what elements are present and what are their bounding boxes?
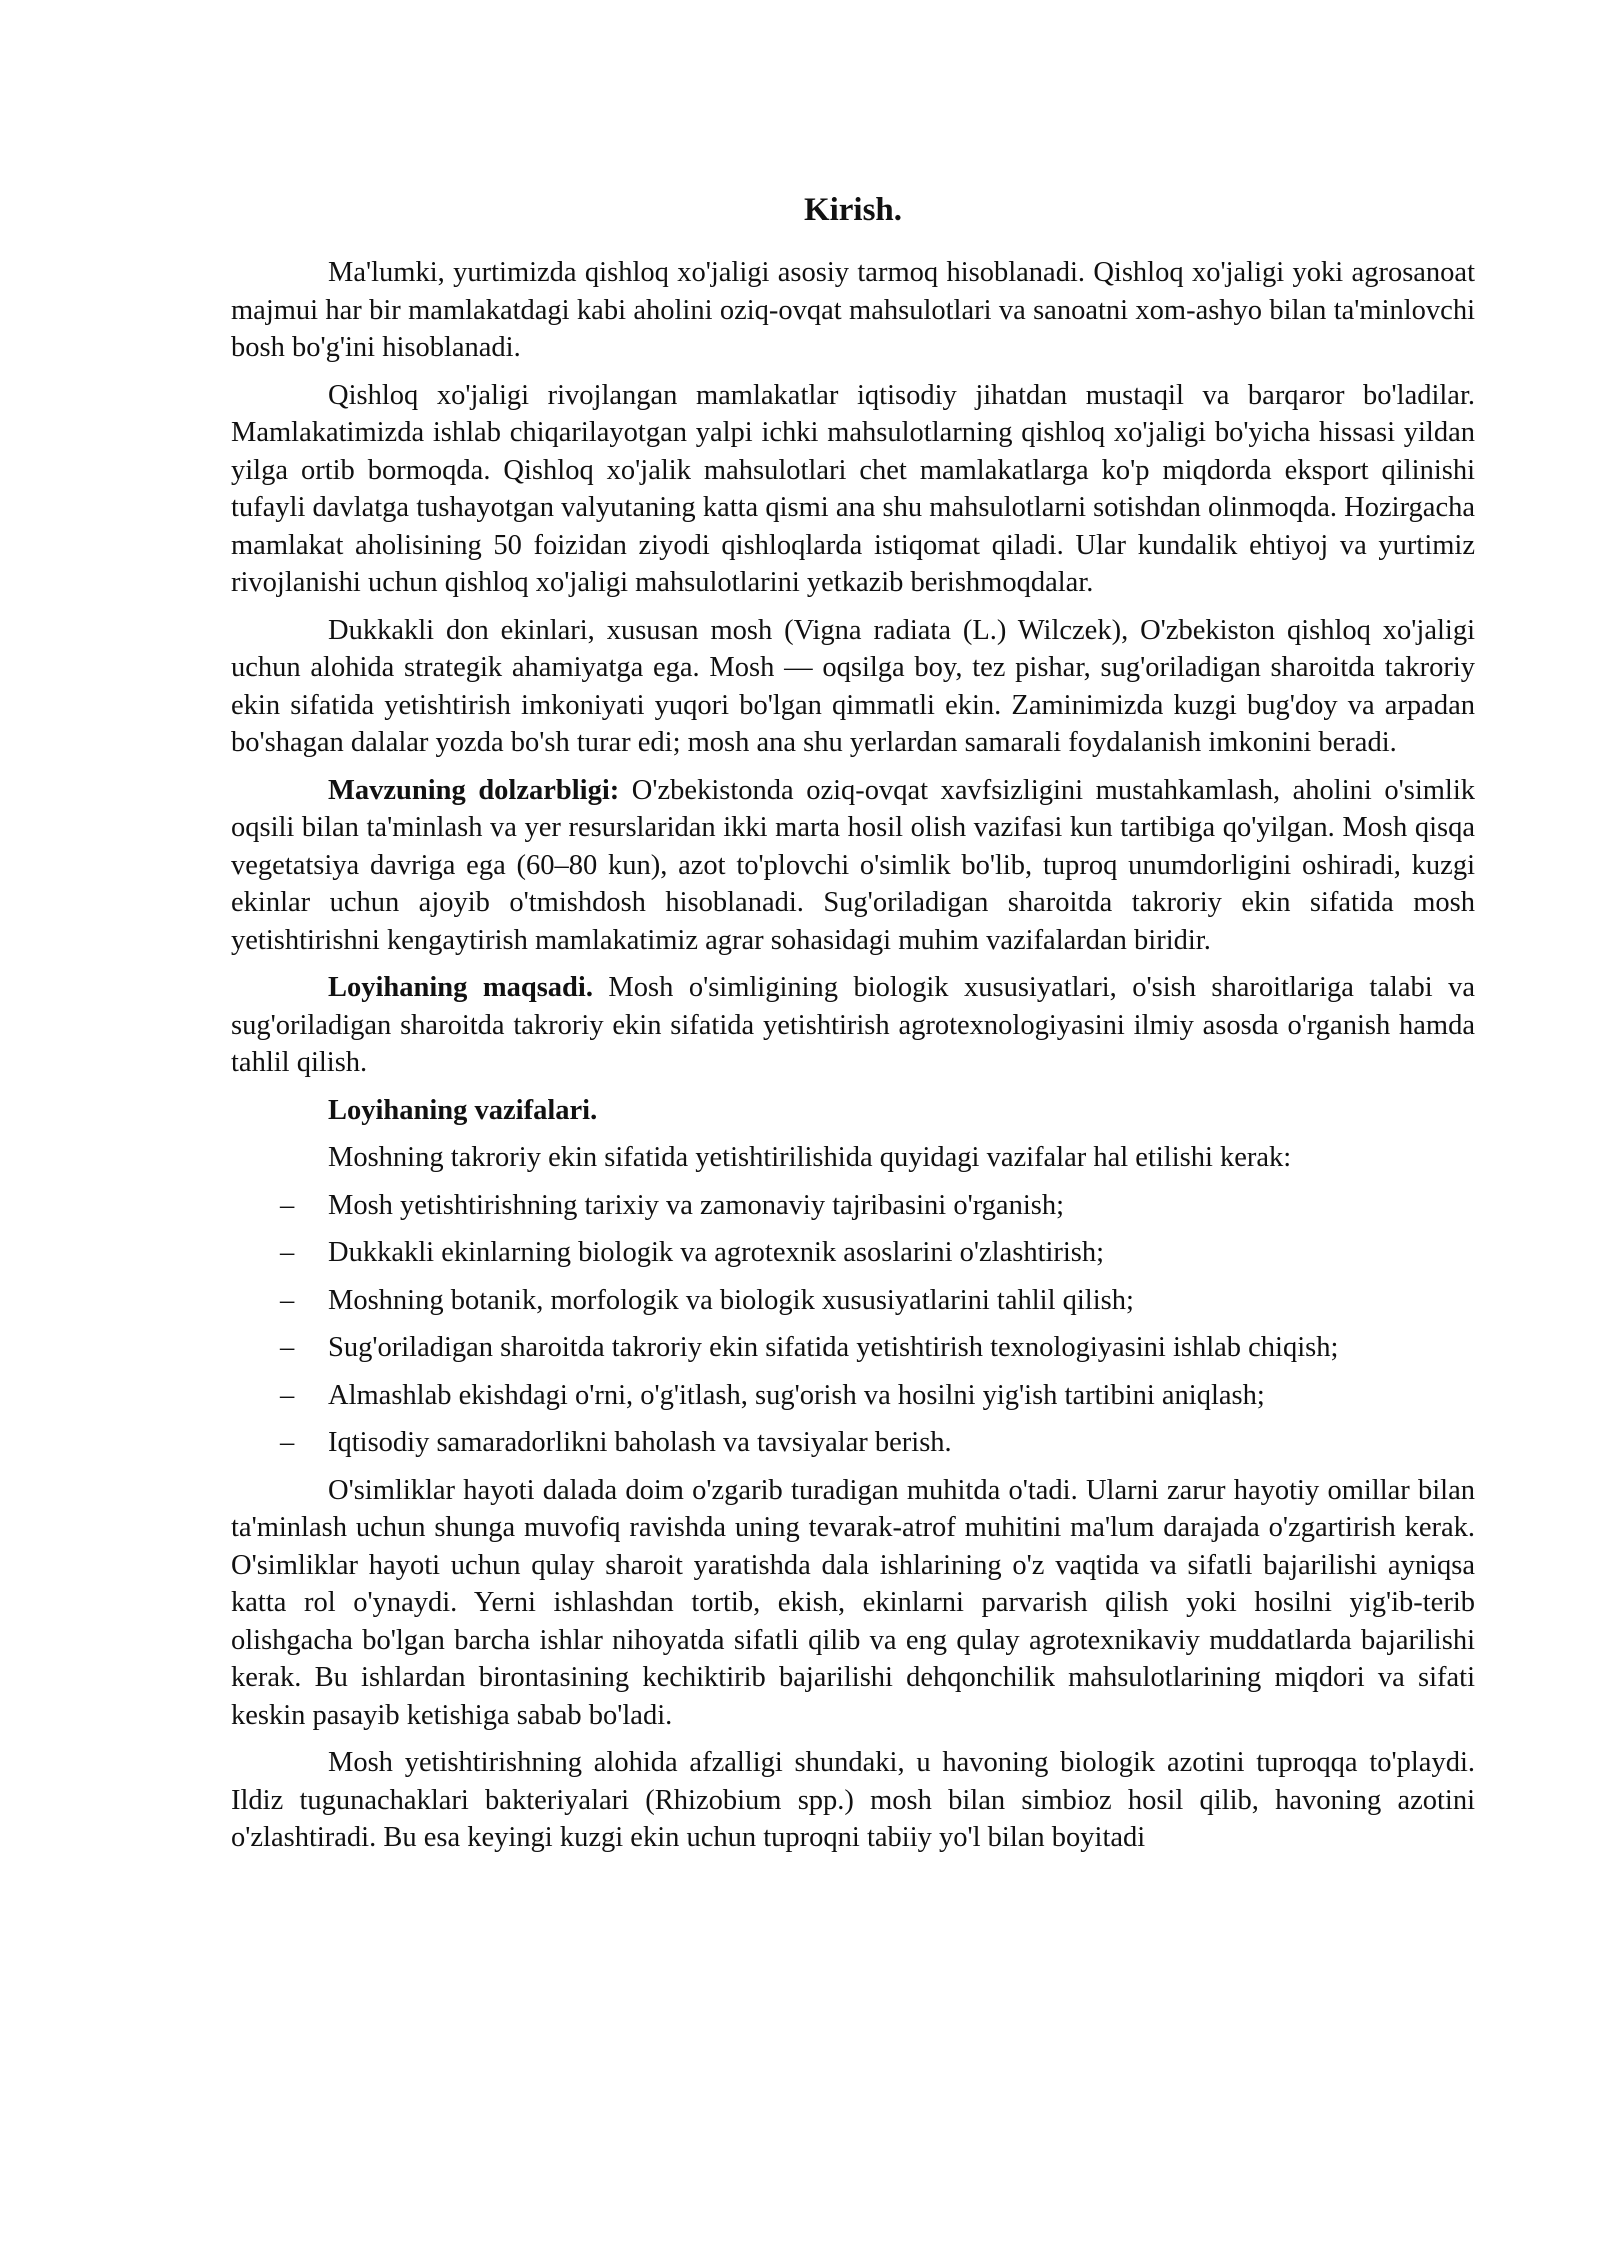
list-item-text: Iqtisodiy samaradorlikni baholash va tavsiyalar berish.	[328, 1427, 952, 1458]
tasks-heading: Loyihaning vazifalari.	[328, 1094, 598, 1126]
dash-marker: –	[280, 1427, 295, 1458]
dash-marker: –	[280, 1379, 295, 1411]
goal-label: Loyihaning maqsadi.	[328, 972, 593, 1003]
field-work-paragraph: O'simliklar hayoti dalada doim o'zgarib turadigan muhitda o'tadi. Ularni zarur hayotiy omillar bilan ta'minlash uchun shunga muvofiq ravishda uning tevarak-atrof muhitini ma'lum darajada o'zgartirish kerak. O'simliklar hayoti uchun qulay sharoit yaratishda dala ishlarining o'z vaqtida va sifatli bajarilishi ayniqsa katta rol o'ynaydi. Yerni ishlashdan tortib, ekish, ekinlarni parvarish qilish yoki hosilni yig'ib-terib olishgacha bo'lgan barcha ishlar nihoyatda sifatli qilib va eng qulay agrotexnikaviy muddatlarda bajarilishi kerak. Bu ishlardan birontasining kechiktirib bajarilishi dehqonchilik mahsulotlarining miqdori va sifati keskin pasayib ketishiga sabab bo'ladi.	[231, 1474, 1475, 1731]
list-item	[231, 1329, 1475, 1367]
list-item-text: Mosh yetishtirishning tarixiy va zamonaviy tajribasini o'rganish;	[328, 1189, 1065, 1221]
list-item-text: Sug'oriladigan sharoitda takroriy ekin sifatida yetishtirish texnologiyasini ishlab chiqish;	[328, 1332, 1339, 1363]
relevance-text: O'zbekistonda oziq-ovqat xavfsizligini mustahkamlash, aholini o'simlik oqsili bilan ta'minlash va yer resurslaridan ikki marta hosil olish vazifasi kun tartibiga qo'yilgan. Mosh qisqa vegetatsiya davriga ega (60–80 kun), azot to'plovchi o'simlik bo'lib, tuproq unumdorligini oshiradi, kuzgi ekinlar uchun ajoyib o'tmishdosh hisoblanadi. Sug'oriladigan sharoitda takroriy ekin sifatida mosh yetishtirishni kengaytirish mamlakatimiz agrar sohasidagi muhim vazifalardan biridir.	[231, 774, 1475, 956]
list-item	[231, 1424, 1475, 1462]
dash-marker: –	[280, 1332, 295, 1363]
list-item-text: Moshning botanik, morfologik va biologik xususiyatlarini tahlil qilish;	[328, 1284, 1134, 1316]
economy-paragraph: Qishloq xo'jaligi rivojlangan mamlakatlar iqtisodiy jihatdan mustaqil va barqaror bo'ladilar. Mamlakatimizda ishlab chiqarilayotgan yalpi ichki mahsulotlarning qishloq xo'jaligi bo'yicha hissasi yildan yilga ortib bormoqda. Qishloq xo'jalik mahsulotlari chet mamlakatlarga ko'p miqdorda eksport qilinishi tufayli davlatga tushayotgan valyutaning katta qismi ana shu mahsulotlarni sotishdan olinmoqda. Hozirgacha mamlakat aholisining 50 foizidan ziyodi qishloqlarda istiqomat qiladi. Ular kundalik ehtiyoj va yurtimiz rivojlanishi uchun qishloq xo'jaligi mahsulotlarini yetkazib berishmoqdalar.	[231, 379, 1475, 598]
list-item	[231, 1282, 1475, 1320]
list-item	[231, 1234, 1475, 1272]
tasks-intro: Moshning takroriy ekin sifatida yetishtirilishida quyidagi vazifalar hal etilishi kerak:	[328, 1142, 1292, 1173]
dash-marker: –	[280, 1237, 295, 1268]
dash-marker: –	[280, 1284, 295, 1316]
list-item-text: Almashlab ekishdagi o'rni, o'g'itlash, sug'orish va hosilni yig'ish tartibini aniqlash;	[328, 1379, 1265, 1411]
list-item-text: Dukkakli ekinlarning biologik va agrotexnik asoslarini o'zlashtirish;	[328, 1237, 1105, 1268]
list-item	[231, 1187, 1475, 1225]
dash-marker: –	[280, 1189, 295, 1221]
goal-paragraph	[231, 969, 1475, 1082]
nitrogen-paragraph: Mosh yetishtirishning alohida afzalligi shundaki, u havoning biologik azotini tuproqqa to'playdi. Ildiz tugunachaklari bakteriyalari (Rhizobium spp.) mosh bilan simbioz hosil qilib, havoning azotini o'zlashtiradi. Bu esa keyingi kuzgi ekin uchun tuproqni tabiiy yo'l bilan boyitadi	[231, 1747, 1475, 1853]
list-item	[231, 1377, 1475, 1415]
tasks-list	[231, 1187, 1475, 1462]
relevance-label: Mavzuning dolzarbligi:	[328, 774, 620, 806]
document-page	[231, 190, 1475, 1867]
tasks-heading-paragraph	[231, 1092, 1475, 1130]
goal-text: Mosh o'simligining biologik xususiyatlari, o'sish sharoitlariga talabi va sug'oriladigan sharoitda takroriy ekin sifatida yetishtirish agrotexnologiyasini ilmiy asosda o'rganish hamda tahlil qilish.	[231, 972, 1476, 1078]
page-title: Kirish.	[803, 192, 903, 228]
relevance-paragraph	[231, 772, 1475, 960]
legumes-paragraph: Dukkakli don ekinlari, xususan mosh (Vigna radiata (L.) Wilczek), O'zbekiston qishloq xo'jaligi uchun alohida strategik ahamiyatga ega. Mosh — oqsilga boy, tez pishar, sug'oriladigan sharoitda takroriy ekin sifatida yetishtirish imkoniyati yuqori bo'lgan qimmatli ekin. Zaminimizda kuzgi bug'doy va arpadan bo'shagan dalalar yozda bo'sh turar edi; mosh ana shu yerlardan samarali foydalanish imkonini beradi.	[231, 614, 1475, 758]
intro-paragraph: Ma'lumki, yurtimizda qishloq xo'jaligi asosiy tarmoq hisoblanadi. Qishloq xo'jaligi yoki agrosanoat majmui har bir mamlakatdagi kabi aholini oziq-ovqat mahsulotlari va sanoatni xom-ashyo bilan ta'minlovchi bosh bo'g'ini hisoblanadi.	[231, 257, 1475, 363]
